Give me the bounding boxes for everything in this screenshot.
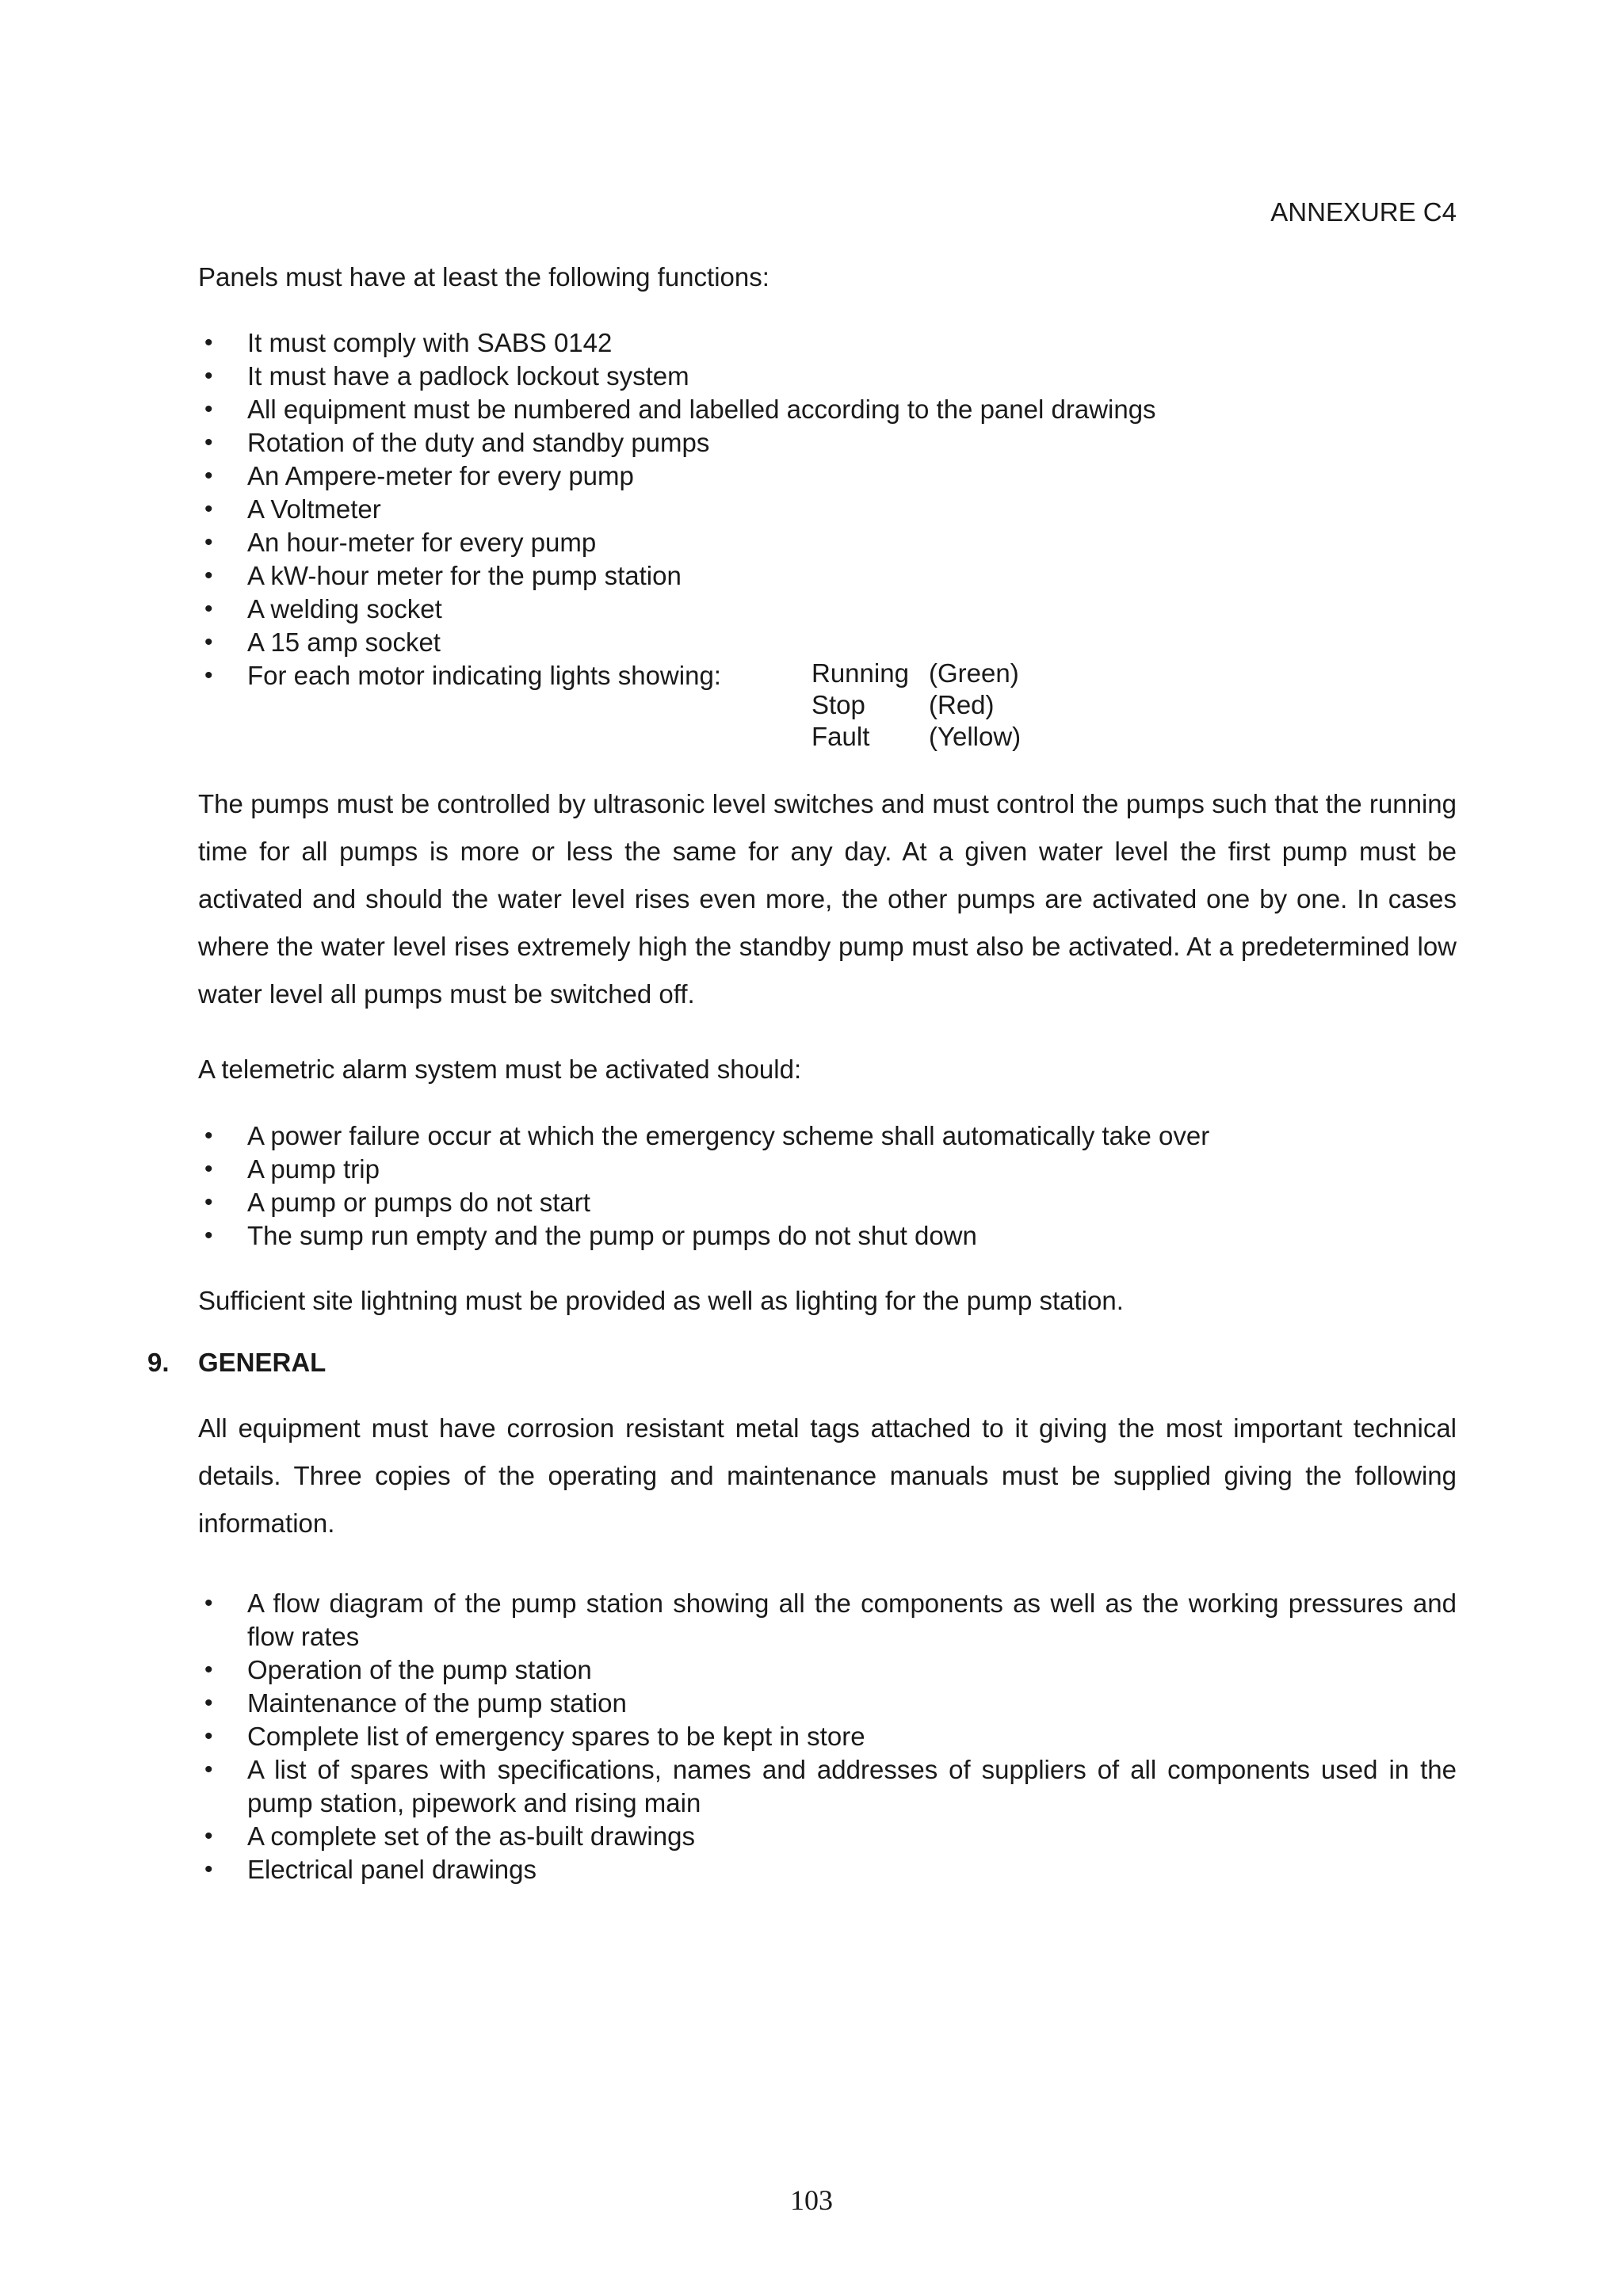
list-item: • An hour-meter for every pump xyxy=(198,526,1457,559)
section-heading xyxy=(147,1347,326,1379)
light-row-fault: Fault (Yellow) xyxy=(812,722,1022,751)
annexure-label: ANNEXURE C4 xyxy=(1270,197,1457,227)
bullet-icon: • xyxy=(204,1690,213,1716)
bullet-icon: • xyxy=(204,629,213,655)
bullet-icon: • xyxy=(204,396,213,422)
light-row-running: Running (Green) xyxy=(812,658,1019,688)
bullet-icon: • xyxy=(204,1590,213,1616)
bullet-icon: • xyxy=(204,1222,213,1249)
indicating-lights-table xyxy=(812,658,1021,753)
panel-functions-list xyxy=(198,326,1457,692)
bullet-icon: • xyxy=(204,563,213,589)
list-item: • A list of spares with specifications, names and addresses of suppliers of all components used in the pump station, pipework and rising main xyxy=(204,1755,1457,1817)
section-number: 9. xyxy=(147,1348,170,1377)
bullet-icon: • xyxy=(204,496,213,522)
list-item: • A pump trip xyxy=(198,1153,1457,1186)
bullet-icon: • xyxy=(204,1123,213,1149)
list-item-indicating-lights: • For each motor indicating lights showing: xyxy=(198,659,1457,692)
bullet-icon: • xyxy=(204,662,213,688)
manual-contents-list xyxy=(198,1587,1457,1886)
page-number: 103 xyxy=(790,2184,833,2216)
list-item: • Electrical panel drawings xyxy=(198,1853,1457,1886)
bullet-icon: • xyxy=(204,1156,213,1182)
list-item: • An Ampere-meter for every pump xyxy=(198,460,1457,493)
control-paragraph: The pumps must be controlled by ultrasonic level switches and must control the pumps such that the running time for all pumps is more or less the same for any day. At a given water level the first pump must be activated and should the water level rises even more, the other pumps are activated one by one. In cases where the water level rises extremely high the standby pump must also be activated. At a predetermined low water level all pumps must be switched off. xyxy=(198,789,1457,1009)
bullet-icon: • xyxy=(204,596,213,622)
list-item: • It must comply with SABS 0142 xyxy=(198,326,1457,360)
list-item: • Rotation of the duty and standby pumps xyxy=(198,426,1457,460)
list-item: • A 15 amp socket xyxy=(198,626,1457,659)
list-item: • It must have a padlock lockout system xyxy=(198,360,1457,393)
list-item: • A welding socket xyxy=(198,593,1457,626)
list-item: • A Voltmeter xyxy=(198,493,1457,526)
bullet-icon: • xyxy=(204,1856,213,1882)
bullet-icon: • xyxy=(204,463,213,489)
section-title: GENERAL xyxy=(198,1348,327,1377)
list-item: • The sump run empty and the pump or pumps do not shut down xyxy=(198,1219,1457,1253)
list-item: • Maintenance of the pump station xyxy=(198,1687,1457,1720)
bullet-icon: • xyxy=(204,429,213,456)
list-item: • Operation of the pump station xyxy=(198,1653,1457,1687)
alarm-conditions-list xyxy=(198,1119,1457,1253)
bullet-icon: • xyxy=(204,529,213,555)
bullet-icon: • xyxy=(204,1723,213,1749)
bullet-icon: • xyxy=(204,1189,213,1215)
panels-intro: Panels must have at least the following functions: xyxy=(198,262,769,292)
bullet-icon: • xyxy=(204,363,213,389)
light-row-stop: Stop (Red) xyxy=(812,690,995,719)
list-item: • All equipment must be numbered and labelled according to the panel drawings xyxy=(198,393,1457,426)
general-paragraph: All equipment must have corrosion resistant metal tags attached to it giving the most important technical details. Three copies of the operating and maintenance manuals must be supplied giving the following information. xyxy=(198,1413,1457,1538)
site-lighting-text: Sufficient site lightning must be provided as well as lighting for the pump station. xyxy=(198,1286,1124,1315)
list-item: • A pump or pumps do not start xyxy=(198,1186,1457,1219)
alarm-intro: A telemetric alarm system must be activated should: xyxy=(198,1055,802,1084)
list-item: • Complete list of emergency spares to be kept in store xyxy=(198,1720,1457,1753)
list-item: • A flow diagram of the pump station showing all the components as well as the working pressures and flow rates xyxy=(204,1589,1457,1651)
bullet-icon: • xyxy=(204,1823,213,1849)
list-item: • A complete set of the as-built drawings xyxy=(198,1820,1457,1853)
bullet-icon: • xyxy=(204,1756,213,1783)
list-item: • A kW-hour meter for the pump station xyxy=(198,559,1457,593)
list-item: • A power failure occur at which the emergency scheme shall automatically take over xyxy=(198,1119,1457,1153)
bullet-icon: • xyxy=(204,330,213,356)
bullet-icon: • xyxy=(204,1657,213,1683)
